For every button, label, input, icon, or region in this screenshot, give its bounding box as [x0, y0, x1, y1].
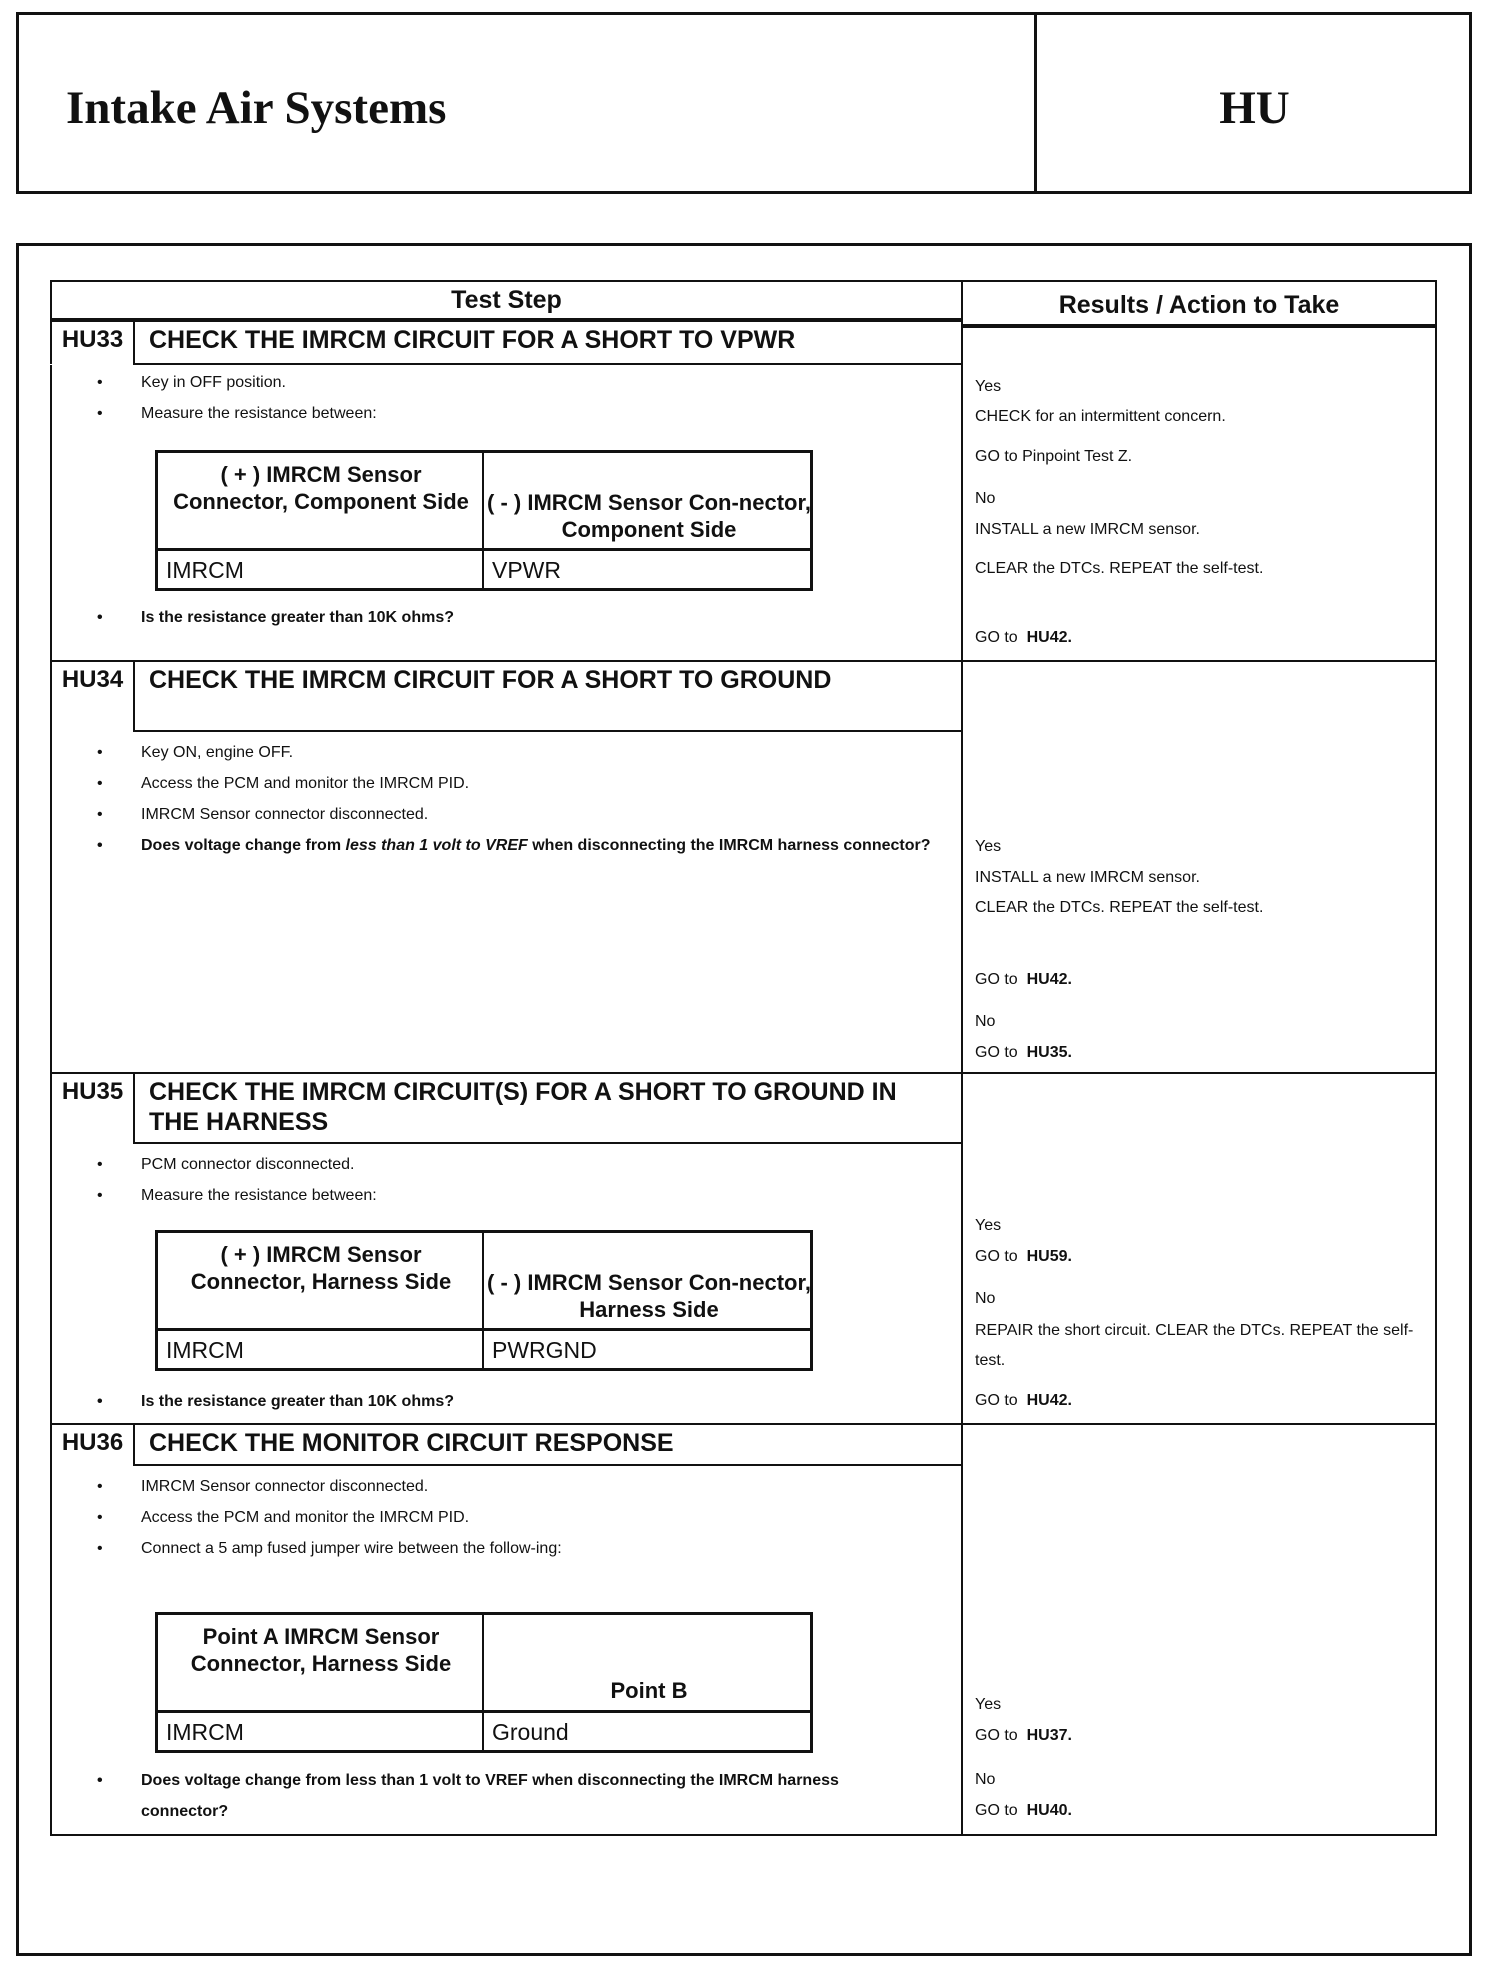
result-text: INSTALL a new IMRCM sensor.	[975, 869, 1200, 886]
step-number: HU33	[50, 320, 133, 364]
result-text: CLEAR the DTCs. REPEAT the self-test.	[975, 560, 1264, 577]
step-title: CHECK THE MONITOR CIRCUIT RESPONSE	[133, 1423, 961, 1466]
result-goto: GO to HU40.	[975, 1802, 1072, 1819]
result-text: CLEAR the DTCs. REPEAT the self-test.	[975, 899, 1264, 916]
list-item: • Key ON, engine OFF.	[97, 744, 294, 761]
no-label: No	[975, 1290, 996, 1307]
meas-cell: VPWR	[492, 557, 561, 583]
measurement-table	[155, 1230, 813, 1371]
meas-col-plus: ( + ) IMRCM Sensor Connector, Component Side	[173, 462, 469, 514]
list-item: • Access the PCM and monitor the IMRCM PID.	[97, 775, 470, 792]
result-goto: GO to HU37.	[975, 1727, 1072, 1744]
result-text: INSTALL a new IMRCM sensor.	[975, 521, 1200, 538]
no-label: No	[975, 1771, 996, 1788]
result-goto: GO to HU42.	[975, 1392, 1072, 1409]
page-header	[16, 12, 1472, 194]
results-cell	[961, 326, 1437, 660]
result-text: GO to Pinpoint Test Z.	[975, 448, 1133, 465]
measurement-table	[155, 450, 813, 591]
table-bottom-border	[50, 1834, 1437, 1836]
meas-col-plus: ( + ) IMRCM Sensor Connector, Harness Side	[190, 1242, 452, 1294]
measurement-table	[155, 1612, 813, 1753]
result-text: REPAIR the short circuit. CLEAR the DTCs. REPEAT the self-test.	[975, 1322, 1414, 1369]
no-label: No	[975, 1013, 996, 1030]
section-code: HU	[1219, 82, 1290, 134]
meas-cell: IMRCM	[166, 557, 244, 583]
meas-cell: Ground	[492, 1719, 569, 1745]
step-title: CHECK THE IMRCM CIRCUIT FOR A SHORT TO VPWR	[133, 320, 961, 365]
list-item: • PCM connector disconnected.	[97, 1156, 355, 1173]
meas-col-b: Point B	[610, 1678, 688, 1703]
step-number: HU36	[50, 1423, 133, 1466]
meas-cell: IMRCM	[166, 1719, 244, 1745]
result-text: CHECK for an intermittent concern.	[975, 408, 1226, 425]
result-goto: GO to HU42.	[975, 971, 1072, 988]
result-goto: GO to HU42.	[975, 629, 1072, 646]
meas-cell: IMRCM	[166, 1337, 244, 1363]
list-item: • Access the PCM and monitor the IMRCM PID.	[97, 1509, 470, 1526]
step-question: • Is the resistance greater than 10K ohms?	[97, 609, 454, 626]
step-question: • Is the resistance greater than 10K ohms?	[97, 1393, 454, 1410]
yes-label: Yes	[975, 1217, 1002, 1234]
yes-label: Yes	[975, 378, 1002, 395]
header-test-step: Test Step	[50, 280, 963, 320]
list-item: • IMRCM Sensor connector disconnected.	[97, 806, 429, 823]
step-number: HU34	[50, 660, 133, 732]
header-results: Results / Action to Take	[961, 280, 1437, 326]
step-question: • Does voltage change from less than 1 volt to VREF when disconnecting the IMRCM harness connector?	[97, 837, 931, 854]
no-label: No	[975, 490, 996, 507]
meas-cell: PWRGND	[492, 1337, 597, 1363]
page-title: Intake Air Systems	[66, 82, 447, 134]
list-item: • IMRCM Sensor connector disconnected.	[97, 1478, 429, 1495]
meas-col-a: Point A IMRCM Sensor Connector, Harness Side	[190, 1624, 452, 1676]
meas-col-minus: ( - ) IMRCM Sensor Con-nector, Component Side	[487, 490, 811, 542]
yes-label: Yes	[975, 1696, 1002, 1713]
list-item: • Key in OFF position.	[97, 374, 286, 391]
list-item: • Measure the resistance between:	[97, 405, 377, 422]
step-title: CHECK THE IMRCM CIRCUIT(S) FOR A SHORT TO GROUND IN THE HARNESS	[133, 1072, 961, 1144]
meas-col-minus: ( - ) IMRCM Sensor Con-nector, Harness Side	[487, 1270, 811, 1322]
step-title: CHECK THE IMRCM CIRCUIT FOR A SHORT TO GROUND	[133, 660, 961, 732]
result-goto: GO to HU59.	[975, 1248, 1072, 1265]
step-question: • Does voltage change from less than 1 volt to VREF when disconnecting the IMRCM harness connector?	[97, 1772, 839, 1820]
results-cell	[961, 1423, 1437, 1834]
list-item: • Connect a 5 amp fused jumper wire between the follow-ing:	[97, 1540, 562, 1557]
step-number: HU35	[50, 1072, 133, 1144]
result-goto: GO to HU35.	[975, 1044, 1072, 1061]
yes-label: Yes	[975, 838, 1002, 855]
list-item: • Measure the resistance between:	[97, 1187, 377, 1204]
